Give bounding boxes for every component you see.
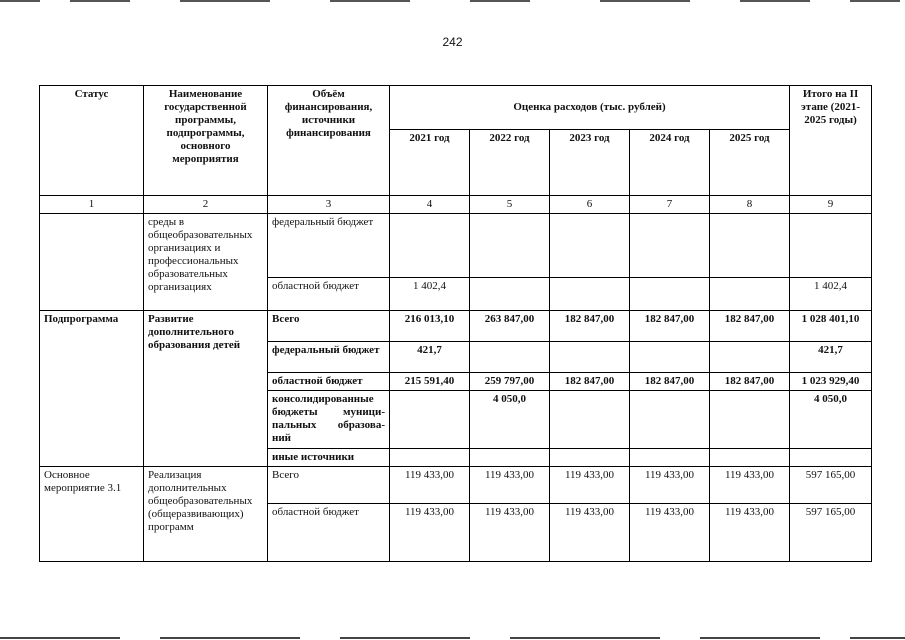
value-cell (550, 214, 630, 278)
total-cell: 1 402,4 (790, 278, 872, 311)
status-cell (40, 214, 144, 311)
column-number: 9 (790, 196, 872, 214)
header-status: Статус (40, 86, 144, 196)
value-cell: 182 847,00 (550, 373, 630, 391)
value-cell: 259 797,00 (470, 373, 550, 391)
total-cell: 421,7 (790, 342, 872, 373)
header-source: Объём финансирования, источники финансирования (268, 86, 390, 196)
value-cell: 216 013,10 (390, 311, 470, 342)
value-cell: 1 402,4 (390, 278, 470, 311)
value-cell: 182 847,00 (630, 311, 710, 342)
status-cell: Основное мероприятие 3.1 (40, 467, 144, 562)
total-cell: 597 165,00 (790, 504, 872, 562)
value-cell (710, 449, 790, 467)
header-year: 2022 год (470, 130, 550, 196)
total-cell: 1 023 929,40 (790, 373, 872, 391)
source-cell: Всего (268, 311, 390, 342)
header-total: Итого на II этапе (2021-2025 годы) (790, 86, 872, 196)
value-cell: 4 050,0 (470, 391, 550, 449)
value-cell: 182 847,00 (630, 373, 710, 391)
source-cell: федеральный бюджет (268, 342, 390, 373)
value-cell (710, 214, 790, 278)
value-cell (550, 391, 630, 449)
column-number: 6 (550, 196, 630, 214)
column-number: 7 (630, 196, 710, 214)
value-cell (710, 342, 790, 373)
column-number: 8 (710, 196, 790, 214)
program-name-cell: Реализация дополнительных общеобразовательных (общеразвивающих) программ (144, 467, 268, 562)
column-number: 5 (470, 196, 550, 214)
value-cell: 119 433,00 (710, 467, 790, 504)
total-cell: 597 165,00 (790, 467, 872, 504)
value-cell: 119 433,00 (470, 504, 550, 562)
value-cell (470, 278, 550, 311)
total-cell: 1 028 401,10 (790, 311, 872, 342)
value-cell (390, 214, 470, 278)
table-row (40, 214, 872, 278)
column-number: 3 (268, 196, 390, 214)
value-cell (470, 449, 550, 467)
header-year: 2023 год (550, 130, 630, 196)
value-cell: 119 433,00 (550, 467, 630, 504)
program-name-cell: среды в общеобразовательных организациях и профессиональных образовательных организациях (144, 214, 268, 311)
value-cell: 119 433,00 (390, 504, 470, 562)
value-cell (550, 278, 630, 311)
table-row (40, 467, 872, 504)
value-cell (390, 449, 470, 467)
value-cell (630, 214, 710, 278)
program-name-cell: Развитие дополнительного образования детей (144, 311, 268, 467)
value-cell (710, 278, 790, 311)
value-cell: 215 591,40 (390, 373, 470, 391)
budget-table (39, 85, 872, 562)
header-year: 2024 год (630, 130, 710, 196)
scan-artifact-bottom (0, 636, 905, 640)
total-cell: 4 050,0 (790, 391, 872, 449)
value-cell (630, 391, 710, 449)
value-cell (470, 214, 550, 278)
value-cell (630, 449, 710, 467)
value-cell: 119 433,00 (630, 467, 710, 504)
value-cell: 263 847,00 (470, 311, 550, 342)
value-cell: 119 433,00 (390, 467, 470, 504)
source-cell: иные источники (268, 449, 390, 467)
header-year: 2021 год (390, 130, 470, 196)
table-row (40, 311, 872, 342)
value-cell: 421,7 (390, 342, 470, 373)
header-year: 2025 год (710, 130, 790, 196)
source-cell: консолидированные бюджеты муници-пальных образова-ний (268, 391, 390, 449)
value-cell (630, 278, 710, 311)
value-cell (550, 449, 630, 467)
total-cell (790, 214, 872, 278)
header-row (40, 86, 872, 130)
value-cell (630, 342, 710, 373)
header-name: Наименование государственной программы, подпрограммы, основного мероприятия (144, 86, 268, 196)
source-cell: федеральный бюджет (268, 214, 390, 278)
header-estimate: Оценка расходов (тыс. рублей) (390, 86, 790, 130)
value-cell (390, 391, 470, 449)
value-cell: 182 847,00 (710, 311, 790, 342)
value-cell (470, 342, 550, 373)
value-cell (550, 342, 630, 373)
value-cell: 119 433,00 (470, 467, 550, 504)
source-cell: областной бюджет (268, 504, 390, 562)
page-number: 242 (442, 35, 463, 49)
status-cell: Подпрограмма (40, 311, 144, 467)
value-cell: 119 433,00 (550, 504, 630, 562)
total-cell (790, 449, 872, 467)
value-cell: 119 433,00 (630, 504, 710, 562)
column-number: 1 (40, 196, 144, 214)
value-cell: 182 847,00 (710, 373, 790, 391)
value-cell: 119 433,00 (710, 504, 790, 562)
source-cell: Всего (268, 467, 390, 504)
source-cell: областной бюджет (268, 373, 390, 391)
column-number: 4 (390, 196, 470, 214)
column-number: 2 (144, 196, 268, 214)
value-cell: 182 847,00 (550, 311, 630, 342)
column-number-row (40, 196, 872, 214)
scan-artifact-top (0, 0, 905, 3)
value-cell (710, 391, 790, 449)
source-cell: областной бюджет (268, 278, 390, 311)
